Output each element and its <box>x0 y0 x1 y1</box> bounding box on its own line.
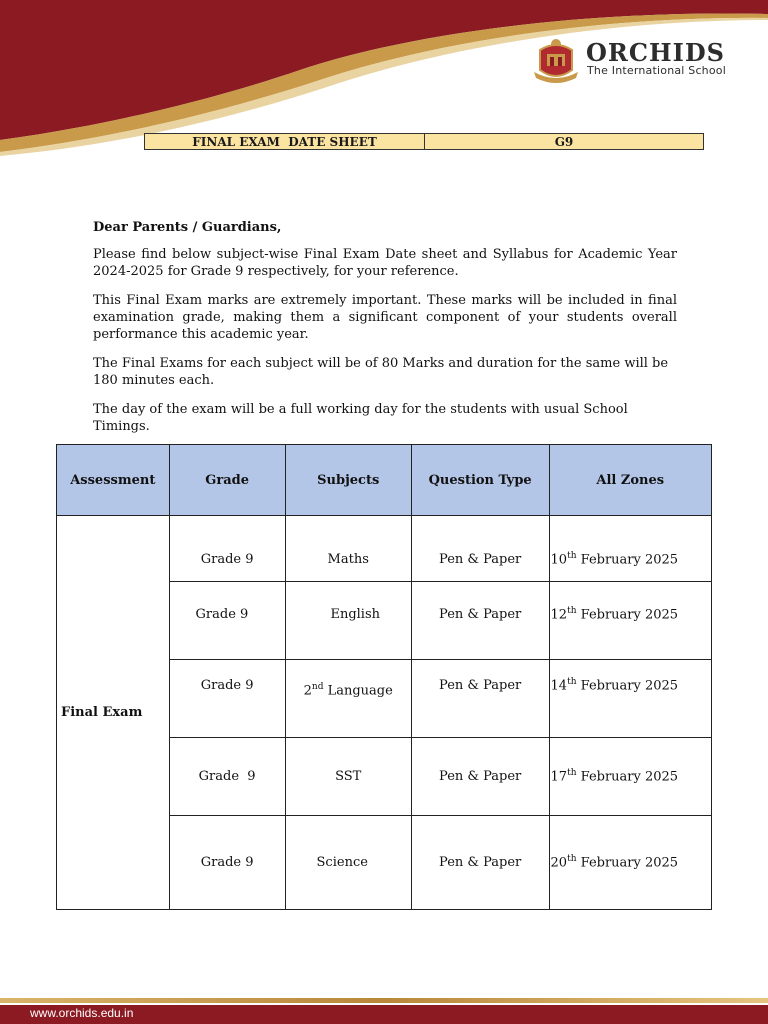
question-type-cell: Pen & Paper <box>411 816 549 910</box>
subject-cell: Science <box>285 816 411 910</box>
date-day: 17 <box>550 769 568 785</box>
table-header-row <box>57 445 712 516</box>
subject-cell: Maths <box>285 516 411 582</box>
date-cell <box>549 516 711 582</box>
date-suffix: th <box>567 768 577 779</box>
header-subjects: Subjects <box>285 445 411 516</box>
school-logo <box>530 36 740 84</box>
paragraph-timing: The day of the exam will be a full working day for the students with usual School Timings. <box>93 402 628 434</box>
grade-cell: Grade 9 <box>169 738 285 816</box>
date-suffix: th <box>567 606 577 617</box>
date-sheet-title-bar <box>144 133 704 150</box>
subject-ordinal-suffix: nd <box>311 682 324 693</box>
school-tagline: The International School <box>587 64 726 77</box>
subject-cell <box>285 660 411 738</box>
date-day: 20 <box>550 855 568 871</box>
date-cell <box>549 816 711 910</box>
paragraph-marks: The Final Exams for each subject will be of 80 Marks and duration for the same will be 180 minutes each. <box>93 356 669 388</box>
grade-cell: Grade 9 <box>169 516 285 582</box>
date-cell <box>549 660 711 738</box>
subject-name: Language <box>323 683 393 699</box>
school-name: ORCHIDS <box>586 38 725 67</box>
exam-schedule-table <box>56 444 712 910</box>
school-crest-icon <box>530 36 582 84</box>
paragraph-intro: Please find below subject-wise Final Exam Date sheet and Syllabus for Academic Year 2024-2025 for Grade 9 respectively, for your reference. <box>93 247 677 279</box>
date-suffix: th <box>567 854 577 865</box>
header-all-zones: All Zones <box>549 445 711 516</box>
date-day: 12 <box>550 607 568 623</box>
header-assessment: Assessment <box>57 445 170 516</box>
grade-cell: Grade 9 <box>169 816 285 910</box>
question-type-cell: Pen & Paper <box>411 582 549 660</box>
date-month-year: February 2025 <box>576 678 679 694</box>
date-month-year: February 2025 <box>576 855 679 871</box>
date-day: 10 <box>550 552 568 568</box>
subject-cell: SST <box>285 738 411 816</box>
table-row <box>57 516 712 582</box>
question-type-cell: Pen & Paper <box>411 738 549 816</box>
date-month-year: February 2025 <box>576 607 679 623</box>
header-question-type: Question Type <box>411 445 549 516</box>
question-type-cell: Pen & Paper <box>411 516 549 582</box>
grade-cell: Grade 9 <box>169 660 285 738</box>
letter-body <box>93 219 677 447</box>
question-type-cell: Pen & Paper <box>411 660 549 738</box>
subject-ordinal: 2 <box>303 683 312 699</box>
date-month-year: February 2025 <box>576 769 679 785</box>
subject-cell: English <box>285 582 411 660</box>
footer-gold-stripe <box>0 998 768 1003</box>
date-suffix: th <box>567 677 577 688</box>
grade-code: G9 <box>554 134 574 149</box>
greeting: Dear Parents / Guardians, <box>93 220 282 235</box>
header-grade: Grade <box>169 445 285 516</box>
page-footer <box>0 998 768 1024</box>
website-link[interactable]: www.orchids.edu.in <box>30 1006 134 1020</box>
paragraph-importance: This Final Exam marks are extremely important. These marks will be included in final examination grade, making them a significant component of your students overall performance this academic year. <box>93 293 677 342</box>
date-sheet-title: FINAL EXAM DATE SHEET <box>145 134 425 149</box>
date-suffix: th <box>567 551 577 562</box>
grade-cell: Grade 9 <box>169 582 285 660</box>
date-month-year: February 2025 <box>576 552 679 568</box>
assessment-cell: Final Exam <box>57 516 170 910</box>
date-cell <box>549 582 711 660</box>
date-cell <box>549 738 711 816</box>
date-day: 14 <box>550 678 568 694</box>
